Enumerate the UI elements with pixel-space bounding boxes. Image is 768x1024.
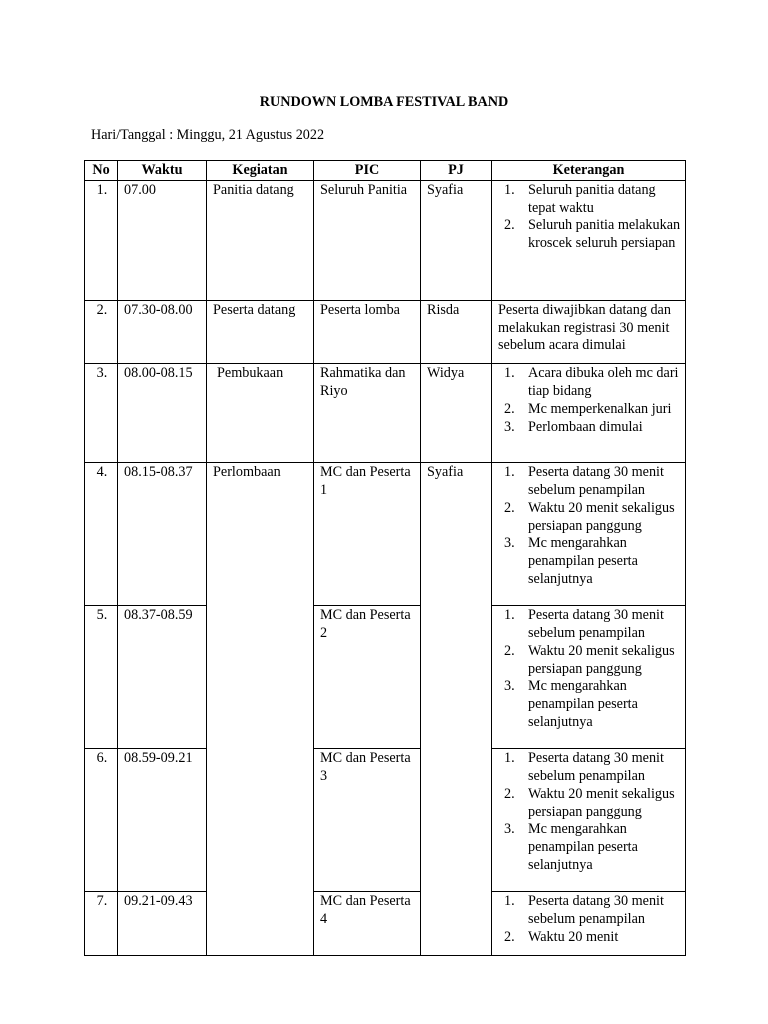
header-kegiatan: Kegiatan (207, 161, 314, 181)
cell-no: 4. (85, 463, 118, 606)
cell-pic: MC dan Peserta 1 (314, 463, 421, 606)
list-item: 1. Peserta datang 30 menit sebelum penampilan (504, 607, 664, 641)
list-item: 3. Mc mengarahkan penampilan peserta selanjutnya (504, 821, 638, 873)
list-item: 2. Waktu 20 menit (504, 928, 619, 945)
cell-keterangan (492, 180, 686, 300)
cell-kegiatan: Panitia datang (207, 180, 314, 300)
cell-waktu: 08.00-08.15 (118, 364, 207, 463)
cell-waktu: 08.15-08.37 (118, 463, 207, 606)
cell-keterangan (492, 364, 686, 463)
cell-keterangan: Peserta diwajibkan datang dan melakukan registrasi 30 menit sebelum acara dimulai (492, 300, 686, 363)
list-item: 2. Waktu 20 menit sekaligus persiapan panggung (504, 642, 675, 677)
keterangan-list (498, 464, 681, 589)
cell-pj: Syafia (421, 463, 492, 955)
cell-keterangan (492, 463, 686, 606)
date-line: Hari/Tanggal : Minggu, 21 Agustus 2022 (91, 127, 325, 143)
cell-pj: Syafia (421, 180, 492, 300)
cell-waktu: 07.30-08.00 (118, 300, 207, 363)
keterangan-list (498, 750, 681, 875)
cell-no: 5. (85, 606, 118, 749)
list-item: 2. Mc memperkenalkan juri (504, 400, 672, 417)
list-item: 2. Waktu 20 menit sekaligus persiapan panggung (504, 499, 675, 534)
list-item: 3. Perlombaan dimulai (504, 418, 643, 435)
cell-no: 7. (85, 892, 118, 955)
header-no: No (85, 161, 118, 181)
list-item: 1. Peserta datang 30 menit sebelum penampilan (504, 464, 664, 498)
keterangan-list (498, 893, 681, 946)
cell-pj: Widya (421, 364, 492, 463)
cell-no: 2. (85, 300, 118, 363)
list-item: 3. Mc mengarahkan penampilan peserta selanjutnya (504, 535, 638, 587)
cell-keterangan (492, 749, 686, 892)
table-row (85, 892, 686, 955)
cell-kegiatan: Pembukaan (207, 364, 314, 463)
cell-pj: Risda (421, 300, 492, 363)
keterangan-list (498, 365, 681, 436)
list-item: 1. Acara dibuka oleh mc dari tiap bidang (504, 365, 679, 399)
cell-waktu: 09.21-09.43 (118, 892, 207, 955)
table-header-row (85, 161, 686, 181)
list-item: 2. Seluruh panitia melakukan kroscek seluruh persiapan (504, 217, 681, 252)
keterangan-list (498, 182, 681, 253)
table-row (85, 606, 686, 749)
cell-pic: MC dan Peserta 4 (314, 892, 421, 955)
cell-pic: MC dan Peserta 2 (314, 606, 421, 749)
header-keterangan: Keterangan (492, 161, 686, 181)
cell-waktu: 07.00 (118, 180, 207, 300)
cell-no: 6. (85, 749, 118, 892)
cell-no: 1. (85, 180, 118, 300)
rundown-table (84, 160, 686, 956)
cell-no: 3. (85, 364, 118, 463)
list-item: 2. Waktu 20 menit sekaligus persiapan panggung (504, 785, 675, 820)
list-item: 1. Peserta datang 30 menit sebelum penampilan (504, 750, 664, 784)
keterangan-list (498, 607, 681, 732)
table-row (85, 180, 686, 300)
cell-keterangan (492, 606, 686, 749)
cell-kegiatan: Peserta datang (207, 300, 314, 363)
cell-pic: Rahmatika dan Riyo (314, 364, 421, 463)
cell-pic: Seluruh Panitia (314, 180, 421, 300)
list-item: 3. Mc mengarahkan penampilan peserta selanjutnya (504, 678, 638, 730)
table-row (85, 364, 686, 463)
document-title: RUNDOWN LOMBA FESTIVAL BAND (259, 94, 509, 110)
cell-pic: MC dan Peserta 3 (314, 749, 421, 892)
header-waktu: Waktu (118, 161, 207, 181)
table-row (85, 749, 686, 892)
cell-kegiatan: Perlombaan (207, 463, 314, 955)
cell-keterangan (492, 892, 686, 955)
header-pj: PJ (421, 161, 492, 181)
list-item: 1. Seluruh panitia datang tepat waktu (504, 181, 656, 216)
cell-pic: Peserta lomba (314, 300, 421, 363)
table-row (85, 300, 686, 363)
cell-waktu: 08.59-09.21 (118, 749, 207, 892)
cell-waktu: 08.37-08.59 (118, 606, 207, 749)
table-row (85, 463, 686, 606)
list-item: 1. Peserta datang 30 menit sebelum penampilan (504, 893, 664, 927)
header-pic: PIC (314, 161, 421, 181)
